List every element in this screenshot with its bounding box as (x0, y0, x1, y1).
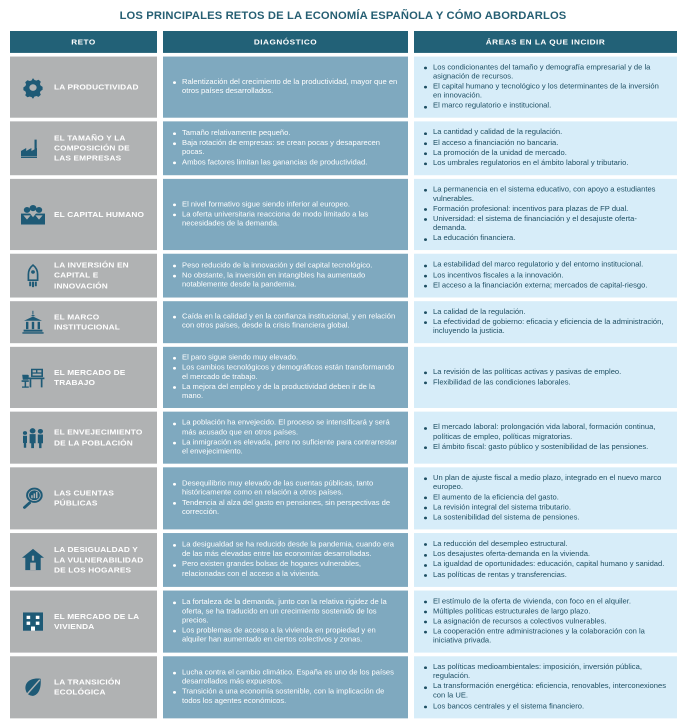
list-item: La inmigración es elevada, pero no suficiente para contrarrestar el envejecimiento. (171, 438, 398, 456)
list-item: La fortaleza de la demanda, junto con la relativa rigidez de la oferta, se ha traducido en un crecimiento sostenido de los precios. (171, 598, 398, 626)
reto-cell (10, 254, 157, 297)
areas-cell (414, 590, 677, 652)
reto-cell (10, 347, 157, 409)
list-item: Los umbrales regulatorios en el ámbito laboral y tributario. (422, 159, 667, 168)
table-row (10, 179, 677, 251)
diagnostico-list (171, 312, 398, 331)
list-item: Las políticas medioambientales: imposición, inversión pública, regulación. (422, 663, 667, 681)
diagnostico-cell (163, 590, 408, 652)
reto-cell (10, 656, 157, 718)
areas-list (422, 307, 667, 336)
list-item: La efectividad de gobierno: eficacia y eficiencia de la administración, incluyendo la justicia. (422, 317, 667, 335)
areas-cell (414, 179, 677, 251)
list-item: El ámbito fiscal: gasto público y sostenibilidad de las pensiones. (422, 442, 667, 451)
reto-label: LA DESIGUALDAD Y LA VULNERABILIDAD DE LOS HOGARES (54, 544, 144, 575)
areas-cell (414, 301, 677, 343)
reto-cell (10, 179, 157, 251)
list-item: Flexibilidad de las condiciones laborales. (422, 378, 667, 387)
table-row (10, 254, 677, 297)
diagnostico-cell (163, 533, 408, 586)
diagnostico-list (171, 78, 398, 97)
list-item: La estabilidad del marco regulatorio y del entorno institucional. (422, 260, 667, 269)
rocket-icon (20, 264, 46, 288)
list-item: El nivel formativo sigue siendo inferior al europeo. (171, 200, 398, 209)
list-item: La transformación energética: eficiencia, renovables, interconexiones con la UE. (422, 682, 667, 700)
diagnostico-list (171, 353, 398, 402)
areas-cell (414, 57, 677, 119)
areas-list (422, 128, 667, 169)
list-item: No obstante, la inversión en intangibles ha aumentado notablemente desde la pandemia. (171, 271, 398, 289)
reto-cell (10, 467, 157, 529)
list-item: Múltiples políticas estructurales de largo plazo. (422, 607, 667, 616)
diagnostico-cell (163, 301, 408, 343)
table-body (10, 57, 677, 718)
page-title: LOS PRINCIPALES RETOS DE LA ECONOMÍA ESPAÑOLA Y CÓMO ABORDARLOS (119, 10, 567, 22)
table-row (10, 122, 677, 175)
list-item: Ambos factores limitan las ganancias de productividad. (171, 158, 398, 167)
leaf-icon (20, 675, 46, 699)
list-item: Los desajustes oferta-demanda en la vivienda. (422, 550, 667, 559)
reto-cell (10, 590, 157, 652)
column-header-diagnostico: DIAGNÓSTICO (163, 31, 408, 53)
list-item: El acceso a financiación no bancaria. (422, 138, 667, 147)
diagnostico-list (171, 418, 398, 457)
list-item: Los condicionantes del tamaño y demografía empresarial y de la asignación de recursos. (422, 63, 667, 81)
list-item: La igualdad de oportunidades: educación, capital humano y sanidad. (422, 560, 667, 569)
areas-cell (414, 347, 677, 409)
gear-icon (20, 75, 46, 99)
areas-list (422, 63, 667, 112)
reto-cell (10, 57, 157, 119)
table-row (10, 467, 677, 529)
list-item: Peso reducido de la innovación y del capital tecnológico. (171, 261, 398, 270)
reto-cell (10, 122, 157, 175)
diagnostico-cell (163, 254, 408, 297)
diagnostico-cell (163, 467, 408, 529)
table-row (10, 590, 677, 652)
areas-list (422, 663, 667, 712)
list-item: La promoción de la unidad de mercado. (422, 148, 667, 157)
graduates-icon (20, 203, 46, 227)
list-item: El marco regulatorio e institucional. (422, 102, 667, 111)
diagnostico-cell (163, 122, 408, 175)
building-icon (20, 610, 46, 634)
table-row (10, 412, 677, 463)
list-item: La desigualdad se ha reducido desde la pandemia, cuando era de las más elevadas entre las economías desarrolladas. (171, 541, 398, 559)
reto-label: EL CAPITAL HUMANO (54, 209, 145, 219)
challenges-table (10, 31, 677, 722)
reto-label: LAS CUENTAS PÚBLICAS (54, 488, 115, 508)
people-icon (20, 426, 46, 450)
list-item: El estímulo de la oferta de vivienda, con foco en el alquiler. (422, 597, 667, 606)
areas-cell (414, 533, 677, 586)
list-item: Tendencia al alza del gasto en pensiones, sin perspectivas de corrección. (171, 498, 398, 516)
list-item: Los cambios tecnológicos y demográficos están transformando el mercado de trabajo. (171, 363, 398, 381)
reto-cell (10, 533, 157, 586)
reto-label: LA TRANSICIÓN ECOLÓGICA (54, 676, 121, 697)
diagnostico-list (171, 479, 398, 518)
house-icon (20, 548, 46, 572)
institution-icon (20, 310, 46, 334)
areas-cell (414, 412, 677, 463)
list-item: Baja rotación de empresas: se crean pocas y desaparecen pocas. (171, 139, 398, 157)
reto-cell (10, 301, 157, 343)
list-item: La mejora del empleo y de la productividad deben ir de la mano. (171, 383, 398, 401)
diagnostico-cell (163, 347, 408, 409)
list-item: El paro sigue siendo muy elevado. (171, 353, 398, 362)
list-item: La educación financiera. (422, 234, 667, 243)
list-item: La cantidad y calidad de la regulación. (422, 128, 667, 137)
list-item: La sostenibilidad del sistema de pensiones. (422, 513, 667, 522)
diagnostico-list (171, 200, 398, 229)
list-item: La población ha envejecido. El proceso se intensificará y será más acusado que en otros países. (171, 418, 398, 436)
list-item: Lucha contra el cambio climático. España es uno de los países desarrollados más expuestos. (171, 668, 398, 686)
reto-label: EL TAMAÑO Y LA COMPOSICIÓN DE LAS EMPRESAS (54, 133, 130, 163)
areas-list (422, 260, 667, 290)
list-item: El acceso a la financiación externa; mercados de capital-riesgo. (422, 281, 667, 290)
list-item: La calidad de la regulación. (422, 307, 667, 316)
table-header-row (10, 31, 677, 53)
list-item: La revisión integral del sistema tributario. (422, 503, 667, 512)
table-row (10, 347, 677, 409)
table-row (10, 533, 677, 586)
diagnostico-list (171, 129, 398, 169)
diagnostico-list (171, 261, 398, 290)
list-item: Transición a una economía sostenible, con la implicación de todos los agentes económicos. (171, 687, 398, 705)
table-row (10, 57, 677, 119)
list-item: Los bancos centrales y el sistema financiero. (422, 701, 667, 710)
diagnostico-cell (163, 412, 408, 463)
diagnostico-list (171, 668, 398, 707)
areas-list (422, 597, 667, 647)
areas-list (422, 185, 667, 244)
list-item: Tamaño relativamente pequeño. (171, 129, 398, 138)
list-item: Los problemas de acceso a la vivienda en propiedad y en alquiler han aumentado en ciertos colectivos y zonas. (171, 626, 398, 644)
diagnostico-cell (163, 57, 408, 119)
list-item: Ralentización del crecimiento de la productividad, mayor que en otros países desarrollados. (171, 78, 398, 96)
areas-cell (414, 122, 677, 175)
column-header-areas: ÁREAS EN LA QUE INCIDIR (414, 31, 677, 53)
list-item: Universidad: el sistema de financiación y el desajuste oferta- demanda. (422, 215, 667, 233)
reto-label: EL MARCO INSTITUCIONAL (54, 311, 121, 332)
list-item: Caída en la calidad y en la confianza institucional, y en relación con otros países, desde la crisis financiera global. (171, 312, 398, 330)
areas-list (422, 367, 667, 387)
list-item: El mercado laboral: prolongación vida laboral, formación continua, políticas de empleo, políticas migratorias. (422, 423, 667, 441)
list-item: El capital humano y tecnológico y los determinantes de la inversión en innovación. (422, 82, 667, 100)
diagnostico-list (171, 541, 398, 580)
list-item: La oferta universitaria reacciona de modo limitado a las necesidades de la demanda. (171, 210, 398, 228)
list-item: La reducción del desempleo estructural. (422, 540, 667, 549)
areas-cell (414, 254, 677, 297)
list-item: La cooperación entre administraciones y la colaboración con la iniciativa privada. (422, 627, 667, 645)
table-row (10, 656, 677, 718)
magnifier-chart-icon (20, 487, 46, 511)
reto-label: EL MERCADO DE TRABAJO (54, 367, 126, 387)
areas-list (422, 540, 667, 581)
areas-list (422, 474, 667, 524)
reto-label: EL MERCADO DE LA VIVIENDA (54, 611, 139, 631)
list-item: Las políticas de rentas y transferencias. (422, 570, 667, 579)
list-item: Un plan de ajuste fiscal a medio plazo, integrado en el nuevo marco europeo. (422, 474, 667, 492)
areas-cell (414, 467, 677, 529)
diagnostico-cell (163, 179, 408, 251)
reto-label: LA INVERSIÓN EN CAPITAL E INNOVACIÓN (54, 260, 129, 290)
areas-list (422, 423, 667, 452)
diagnostico-cell (163, 656, 408, 718)
list-item: El aumento de la eficiencia del gasto. (422, 493, 667, 502)
reto-cell (10, 412, 157, 463)
diagnostico-list (171, 598, 398, 646)
areas-cell (414, 656, 677, 718)
list-item: La revisión de las políticas activas y pasivas de empleo. (422, 367, 667, 376)
factory-icon (20, 137, 46, 161)
desk-icon (20, 366, 46, 390)
table-row (10, 301, 677, 343)
list-item: Pero existen grandes bolsas de hogares vulnerables, relacionadas con el acceso a la vivienda. (171, 560, 398, 578)
list-item: Desequilibrio muy elevado de las cuentas públicas, tanto históricamente como en relación a otros países. (171, 479, 398, 497)
list-item: Formación profesional: incentivos para plazas de FP dual. (422, 204, 667, 213)
list-item: Los incentivos fiscales a la innovación. (422, 271, 667, 280)
list-item: La asignación de recursos a colectivos vulnerables. (422, 617, 667, 626)
column-header-reto: RETO (10, 31, 157, 53)
list-item: La permanencia en el sistema educativo, con apoyo a estudiantes vulnerables. (422, 185, 667, 203)
reto-label: EL ENVEJECIMIENTO DE LA POBLACIÓN (54, 427, 143, 447)
reto-label: LA PRODUCTIVIDAD (54, 82, 139, 92)
